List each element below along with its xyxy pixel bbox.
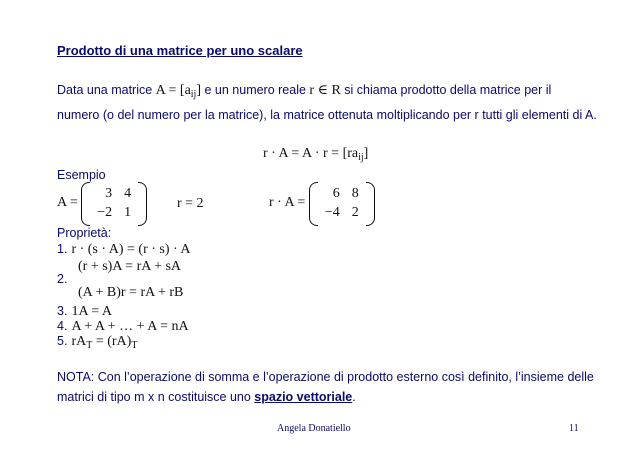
intro-text-c: si chiama prodotto della matrice per il numero (o del numero per la matrice), la matrice ottenuta moltiplicando per r tutti gli elementi di A. bbox=[57, 83, 597, 122]
property-5-sub-a: T bbox=[86, 340, 93, 351]
property-5-b: = (rA) bbox=[92, 334, 132, 349]
property-num: 4. bbox=[57, 319, 68, 333]
definition-end: ] bbox=[363, 146, 369, 161]
property-math bbox=[71, 334, 137, 349]
matrix-a-cell: −2 bbox=[97, 204, 113, 220]
property-3 bbox=[57, 304, 112, 320]
math-a-end: ] bbox=[196, 83, 202, 98]
property-5 bbox=[57, 334, 137, 351]
example-ra-label: r · A = bbox=[269, 195, 306, 211]
matrix-ra-grid bbox=[319, 184, 365, 222]
intro-math-a bbox=[156, 83, 201, 98]
property-num: 1. bbox=[57, 242, 68, 256]
matrix-ra-right-paren bbox=[366, 182, 375, 226]
property-2-bottom bbox=[74, 285, 183, 301]
matrix-a-cell: 4 bbox=[124, 185, 132, 201]
matrix-a-cell: 3 bbox=[105, 185, 113, 201]
definition-sub: ij bbox=[358, 152, 364, 163]
example-label: Esempio bbox=[57, 168, 106, 182]
math-a-sub: ij bbox=[190, 89, 197, 100]
matrix-a-cell: 1 bbox=[124, 204, 132, 220]
matrix-ra bbox=[309, 184, 375, 222]
example-r: r = 2 bbox=[177, 196, 204, 211]
matrix-a-left-paren bbox=[81, 182, 90, 226]
property-math: (A + B)r = rA + rB bbox=[78, 285, 184, 300]
example-a-label: A = bbox=[57, 195, 78, 211]
intro-math-b: r ∈ R bbox=[309, 83, 341, 98]
matrix-a-right-paren bbox=[138, 182, 147, 226]
matrix-ra-cell: −4 bbox=[324, 204, 340, 220]
math-a-base: A = [a bbox=[155, 83, 191, 98]
matrix-ra-cell: 8 bbox=[351, 185, 359, 201]
page-number: 11 bbox=[569, 423, 579, 434]
intro-text-b: e un numero reale bbox=[201, 83, 310, 97]
definition-formula bbox=[263, 146, 368, 163]
matrix-ra-cell: 2 bbox=[351, 204, 359, 220]
example-a bbox=[57, 184, 147, 222]
property-2-num: 2. bbox=[57, 272, 68, 286]
property-num: 5. bbox=[57, 334, 68, 348]
property-2-top bbox=[74, 259, 181, 275]
example-ra bbox=[269, 184, 375, 222]
matrix-ra-cell: 6 bbox=[332, 185, 340, 201]
slide-title: Prodotto di una matrice per uno scalare bbox=[57, 43, 303, 58]
note-text: NOTA: Con l’operazione di somma e l’operazione di prodotto esterno così definito, l’insieme delle matrici di tipo m x n costituisce uno bbox=[57, 370, 594, 404]
property-num: 3. bbox=[57, 304, 68, 318]
matrix-a-grid bbox=[91, 184, 137, 222]
property-math: (r + s)A = rA + sA bbox=[78, 259, 182, 274]
footer-author: Angela Donatiello bbox=[277, 423, 351, 434]
matrix-a bbox=[81, 184, 147, 222]
property-math: 1A = A bbox=[71, 304, 113, 319]
property-5-sub-b: T bbox=[131, 340, 138, 351]
properties-label: Proprietà: bbox=[57, 226, 112, 240]
intro-paragraph bbox=[57, 80, 597, 125]
note-bold: spazio vettoriale bbox=[254, 390, 353, 404]
intro-text-a: Data una matrice bbox=[57, 83, 156, 97]
property-5-a: rA bbox=[71, 334, 87, 349]
property-math: A + A + … + A = nA bbox=[71, 319, 189, 334]
property-math: r · (s · A) = (r · s) · A bbox=[71, 242, 191, 257]
property-4 bbox=[57, 319, 189, 335]
property-1 bbox=[57, 242, 191, 258]
definition-left: r · A = A · r = [ra bbox=[263, 146, 359, 161]
note-paragraph bbox=[57, 367, 597, 407]
matrix-ra-left-paren bbox=[309, 182, 318, 226]
note-end: . bbox=[352, 390, 356, 404]
